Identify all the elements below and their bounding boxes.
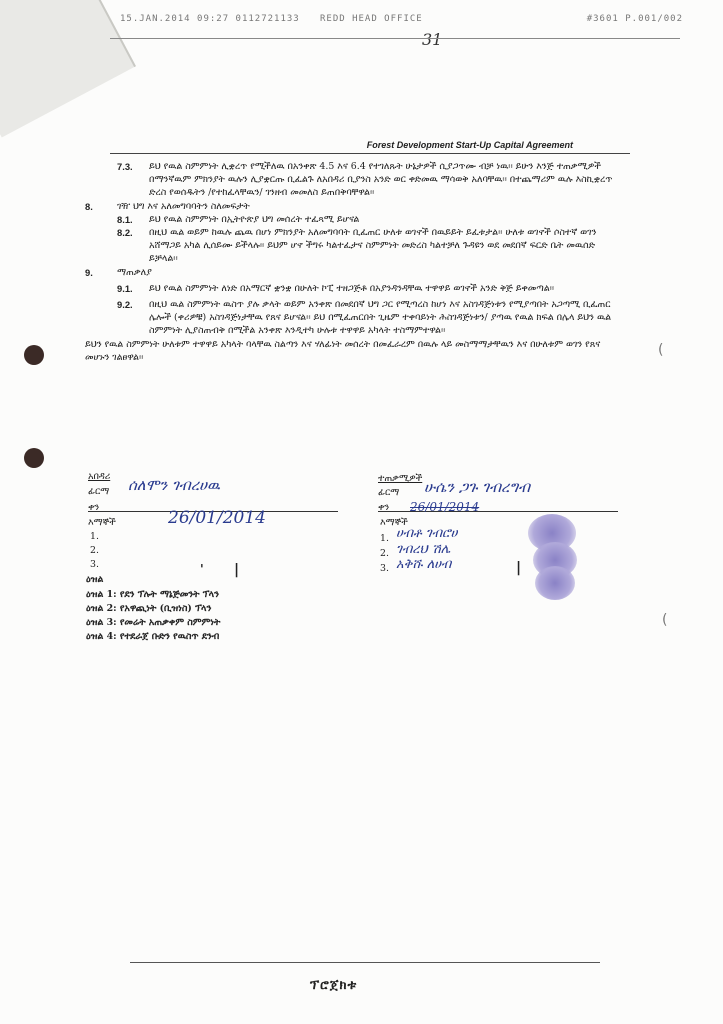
- agreement-header: Forest Development Start-Up Capital Agreement: [366, 140, 573, 150]
- lender-date: 26/01/2014: [168, 508, 266, 528]
- clause-9: [85, 266, 625, 279]
- tick-mark: |: [234, 562, 240, 578]
- footer-divider: [130, 962, 600, 963]
- fax-header: [120, 14, 683, 30]
- header-divider: [110, 153, 630, 154]
- annex-title: ዕዝል: [86, 574, 104, 585]
- annex-item-3: ዕዝል 3: የመሬት አጠቃቀም ስምምነት: [86, 617, 221, 628]
- fax-right: #3601 P.001/002: [586, 14, 683, 24]
- footer-stamp: ፕሮጀክቱ: [310, 978, 358, 993]
- lender-witness-1: 1.: [90, 531, 99, 542]
- beneficiary-witness-1: ሀብቶ ገብሮሀ: [396, 526, 458, 541]
- clause-text: ይህ የዉል ስምምነት ሊቋረጥ የሚችለዉ በአንቀጽ 4.5 እና 6.4 የተገለጹት ሁኔታዎች ሲያጋጥሙ ብቻ ነዉ፡፡ ይሁን እንጅ ተጠቃሚዎች በማንኛዉም ምክንያት ዉሉን ሊያቋርጡ ቢፈልጉ ለአበዳሪ ቢያንስ አንድ ወር ቀድመዉ ማሳወቅ አለባቸዉ፡፡ በተጨማሪም ዉሉ እስኪቋረጥ ድረስ የወሰዱትን /የተከፈላቸዉን/ ገንዘብ መመለስ ይጠበቅባቸዋል፡፡: [149, 161, 613, 199]
- annex-item-2: ዕዝል 2: የአዋጪነት (ቢዝነስ) ፕላን: [86, 603, 212, 614]
- clause-text: ገዥ ህግ እና አለመግባባትን ስለመፍታት: [117, 200, 250, 212]
- lender-signature: ሰለሞን ገብረሀዉ: [128, 476, 220, 494]
- punch-hole-top: [24, 345, 44, 365]
- lender-witness-3: 3.: [90, 559, 99, 570]
- clause-8: [85, 200, 625, 213]
- clause-text: ይህ የዉል ስምምነት ለነድ በአማርኛ ቋንቋ በሁለት ኮፒ ተዘጋጅቶ በአያንዳንዳቸዉ ተዋዋይ ወገኖች አንድ ቅጅ ይቀመጣል፡፡: [149, 282, 555, 294]
- beneficiary-date: 26/01/2014: [410, 500, 480, 514]
- clause-text: በዚህ ዉል ወይም ከዉሉ ጨዉ በሆነ ምክንያት አለመግባባት ቢፈጠር ሁለቱ ወገኖች በዉይይት ይፈቱታል፡፡ ሁለቱ ወገኖች ሶስተኛ ወገን አሸማጋይ አካል ሊሰይሙ ይችላሉ፡፡ ይህም ሆኖ ችግሩ ካልተፈታና ስምምነት መድረስ ካልተቻለ ጉዳዩን ወደ መደበኛ ፍርድ ቤት መዉሰድ ይቻላል፡፡: [149, 227, 597, 265]
- lender-title: አበዳሪ: [88, 471, 111, 482]
- clause-number: 8.2.: [117, 227, 133, 239]
- clause-text: ማጠቃለያ: [117, 266, 152, 278]
- clause-number: 9.1.: [117, 282, 133, 294]
- clauses-section: [85, 160, 625, 364]
- beneficiary-witness-1-num: 1.: [380, 533, 389, 544]
- clause-number: 8.: [85, 200, 93, 212]
- lender-date-label: ቀን: [88, 502, 100, 513]
- closing-text: ይህን የዉል ስምምነት ሁለቱም ተዋዋይ አካላት ባላቸዉ ስልጣን እና ሃለፊነት መሰረት በመፈራረም በዉሉ ላይ መስማማታቸዉን እና በሁለቱም ወገን የጸና መሆኑን ገልፀዋል፡፡: [85, 338, 601, 363]
- clause-number: 9.2.: [117, 299, 133, 311]
- tick-mark: |: [516, 560, 522, 576]
- lender-sign-label: ፊርማ: [88, 486, 110, 497]
- punch-hole-bottom: [24, 448, 44, 468]
- beneficiary-witness-3: አቅሹ ለሀብ: [396, 557, 452, 572]
- tick-mark: ': [200, 562, 204, 576]
- margin-mark-2: (: [662, 612, 668, 628]
- clause-8-1: [85, 213, 625, 226]
- clause-number: 8.1.: [117, 213, 133, 225]
- lender-witness-label: እማኞች: [88, 517, 116, 528]
- clause-9-1: [85, 282, 625, 295]
- fax-center: REDD HEAD OFFICE: [320, 14, 423, 24]
- beneficiary-witness-2-num: 2.: [380, 548, 389, 559]
- annex-item-4: ዕዝል 4: የተደራጀ ቡድን የዉስጥ ደንብ: [86, 631, 220, 642]
- clause-number: 7.3.: [117, 161, 133, 172]
- margin-mark: (: [658, 342, 664, 358]
- beneficiary-date-label: ቀን: [378, 502, 390, 513]
- folded-corner: [0, 0, 136, 137]
- beneficiary-witness-2: ገብረህ ሽሌ: [396, 542, 451, 557]
- clause-7-3: [85, 160, 625, 200]
- clause-9-2: [85, 298, 625, 338]
- fingerprint-stamp-3: [535, 566, 575, 600]
- clause-text: ይህ የዉል ስምምነት በኢትዮጵያ ህግ መሰረት ተፈጻሚ ይሆናል: [149, 213, 360, 225]
- clause-8-2: [85, 226, 625, 266]
- beneficiary-witness-label: እማኞች: [380, 517, 408, 528]
- fax-handmark: 31: [422, 30, 443, 49]
- annex-item-1: ዕዝል 1: የደን ፕሉት ማኔጅመንት ፕላን: [86, 589, 220, 600]
- beneficiary-witness-3-num: 3.: [380, 563, 389, 574]
- fax-divider: [110, 38, 680, 39]
- fax-left: 15.JAN.2014 09:27 0112721133: [120, 14, 300, 24]
- lender-witness-2: 2.: [90, 545, 99, 556]
- clause-number: 9.: [85, 266, 93, 278]
- closing-statement: [85, 338, 625, 364]
- beneficiary-signature: ሁሴን ጋጉ ገብረግብ: [424, 478, 531, 496]
- beneficiary-title: ተጠቃሚዎች: [378, 473, 423, 484]
- clause-text: በዚህ ዉል ስምምነት ዉስጥ ያሉ ቃላት ወይም አንቀጽ በመደበኛ ህግ ጋር የሚጣረስ ከሆነ እና አስገዳጅነቱን የሚያጣበት አጋጣሚ ቢፈጠር ሌሎች (ቀሪዎቹ) አስገዳጅነታቸዉ የጸና ይሆናል፡፡ ይህ በሚፈጠርበት ጊዜም ተቀባይነት ሕስገዳጅነቱን/ ያጣዉ የዉል ክፍል በሌላ ይህን ዉል ስምምነት ሊያስጠብቅ በሚችል አንቀጽ እንዲተካ ሁሉቱ ተዋዋይ አካላት ተስማምተዋል፡፡: [149, 299, 612, 337]
- beneficiary-sign-label: ፊርማ: [378, 487, 400, 498]
